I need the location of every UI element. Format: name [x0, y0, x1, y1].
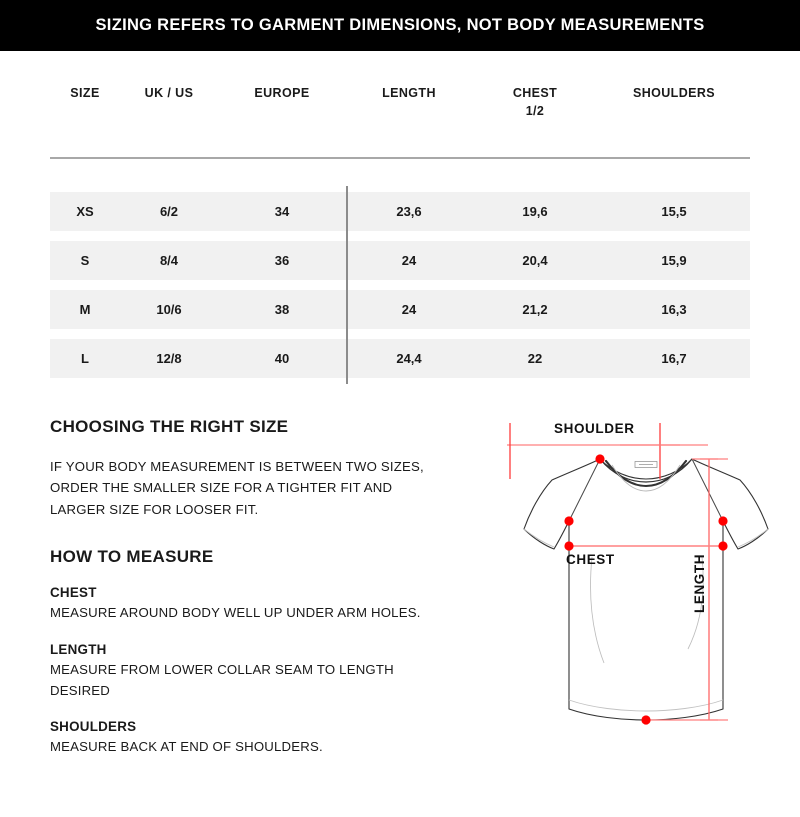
table-row — [50, 339, 750, 378]
column-header-shoulders — [598, 84, 750, 102]
column-header-size — [50, 84, 120, 102]
column-header-size-line1: SIZE — [70, 86, 100, 100]
tshirt-icon — [524, 459, 768, 720]
cell-length: 24 — [401, 302, 417, 317]
column-header-uk-us — [120, 84, 218, 102]
measure-item-label-shoulders: SHOULDERS — [50, 719, 137, 735]
measure-item-label-length: LENGTH — [50, 641, 107, 657]
cell-length: 24 — [401, 253, 417, 268]
cell-size: M — [79, 302, 91, 317]
diagram-label-shoulder: SHOULDER — [554, 421, 635, 436]
point-marker-hem-bottom — [641, 715, 650, 724]
column-header-uk-us-line1: UK / US — [144, 86, 194, 100]
instructions-column — [50, 417, 470, 758]
cell-uk-us: 12/8 — [156, 351, 182, 366]
cell-shoulders: 16,7 — [661, 351, 687, 366]
cell-europe: 34 — [274, 204, 290, 219]
table-body — [50, 192, 750, 378]
header-banner — [0, 0, 800, 51]
diagram-label-length: LENGTH — [692, 553, 707, 613]
cell-shoulders: 16,3 — [661, 302, 687, 317]
cell-chest: 21,2 — [522, 302, 548, 317]
choosing-size-line2: ORDER THE SMALLER SIZE FOR A TIGHTER FIT AND — [50, 480, 393, 496]
table-row — [50, 192, 750, 231]
cell-length: 24,4 — [396, 351, 422, 366]
point-marker-shoulder-right — [718, 516, 727, 525]
column-header-chest-line2: 1/2 — [525, 104, 545, 119]
cell-size: L — [81, 351, 89, 366]
cell-uk-us: 8/4 — [159, 253, 179, 268]
point-marker-shoulder-left — [564, 516, 573, 525]
tshirt-measurement-diagram — [480, 417, 800, 747]
choosing-size-line3: LARGER SIZE FOR LOOSER FIT. — [50, 501, 259, 517]
measure-item-text-length-line2: DESIRED — [50, 682, 111, 698]
cell-chest: 22 — [527, 351, 543, 366]
cell-size: S — [80, 253, 90, 268]
column-header-length — [346, 84, 472, 102]
cell-length: 23,6 — [396, 204, 422, 219]
table-vertical-divider — [346, 186, 348, 384]
measure-item-text-chest: MEASURE AROUND BODY WELL UP UNDER ARM HOLES. — [50, 605, 421, 621]
diagram-label-chest: CHEST — [566, 552, 615, 567]
cell-chest: 19,6 — [522, 204, 548, 219]
table-row — [50, 241, 750, 280]
column-header-shoulders-line1: SHOULDERS — [632, 86, 716, 100]
choosing-size-line1: IF YOUR BODY MEASUREMENT IS BETWEEN TWO SIZES, — [50, 459, 424, 474]
point-marker-chest-right — [718, 541, 727, 550]
table-header-row — [50, 84, 750, 128]
size-table — [0, 84, 800, 378]
point-marker-collar-top — [595, 454, 604, 463]
column-header-europe-line1: EUROPE — [254, 86, 310, 100]
tshirt-diagram-svg — [480, 417, 800, 747]
cell-uk-us: 10/6 — [156, 302, 182, 317]
cell-europe: 40 — [274, 351, 290, 366]
column-header-europe — [218, 84, 346, 102]
cell-chest: 20,4 — [522, 253, 548, 268]
cell-size: XS — [76, 204, 94, 219]
point-marker-chest-left — [564, 541, 573, 550]
brand-tag-icon — [635, 462, 657, 468]
table-row — [50, 290, 750, 329]
measure-item-text-shoulders: MEASURE BACK AT END OF SHOULDERS. — [50, 739, 323, 755]
measure-item-text-length-line1: MEASURE FROM LOWER COLLAR SEAM TO LENGTH — [50, 661, 394, 677]
cell-europe: 36 — [274, 253, 290, 268]
column-header-chest-line1: CHEST — [512, 86, 558, 100]
how-to-measure-title: HOW TO MEASURE — [50, 547, 214, 567]
banner-title: SIZING REFERS TO GARMENT DIMENSIONS, NOT BODY MEASUREMENTS — [95, 16, 705, 34]
measure-item-label-chest: CHEST — [50, 585, 97, 601]
table-header-divider — [50, 157, 750, 159]
cell-uk-us: 6/2 — [159, 204, 179, 219]
column-header-chest — [472, 84, 598, 120]
cell-shoulders: 15,9 — [661, 253, 687, 268]
choosing-size-title: CHOOSING THE RIGHT SIZE — [50, 417, 289, 436]
column-header-length-line1: LENGTH — [382, 86, 436, 100]
cell-europe: 38 — [274, 302, 290, 317]
lower-section — [0, 417, 800, 758]
cell-shoulders: 15,5 — [661, 204, 687, 219]
